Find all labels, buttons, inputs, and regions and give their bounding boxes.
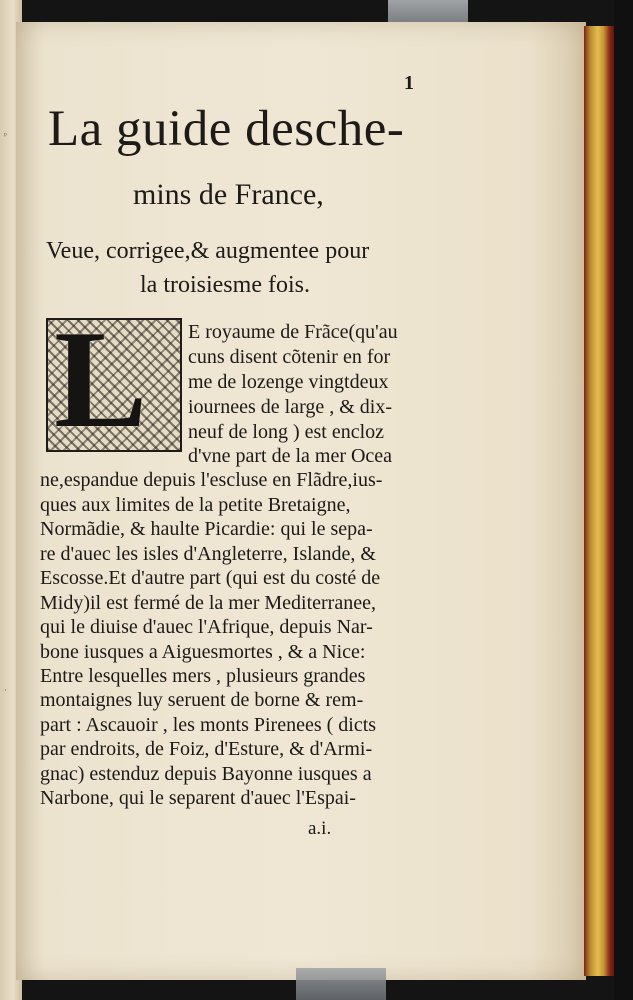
decorated-initial [46,302,182,457]
body-line: Escosse.Et d'autre part (qui est du costé de [40,567,381,589]
body-line: re d'auec les isles d'Angleterre, Islande, & [40,543,376,565]
page-clip-bottom [296,968,386,1000]
body-line: ques aux limites de la petite Bretaigne, [40,494,351,516]
subtitle-line-1: Veue, corrigee,& augmentee pour [46,238,370,264]
page-clip-top [388,0,468,22]
body-line: Narbone, qui le separent d'auec l'Espai- [40,787,356,809]
body-line: iournees de large , & dix- [188,396,393,418]
folio-number: 1 [404,72,414,94]
edge-mark: ᵖ [4,130,7,140]
body-line: Normãdie, & haulte Picardie: qui le sepa- [40,518,373,540]
body-line: Entre lesquelles mers , plusieurs grandes [40,665,366,687]
gilt-page-edges [584,26,614,976]
subtitle-line-2: la troisiesme fois. [140,272,310,298]
body-line: neuf de long ) est encloz [188,421,385,443]
title-line-2: mins de France, [133,178,324,211]
background-edge [614,0,633,1000]
title-line-1: La guide desche- [48,101,405,157]
body-line: cuns disent cõtenir en for [188,346,391,368]
body-line: qui le diuise d'auec l'Afrique, depuis Nar- [40,616,373,638]
body-line: Midy)il est fermé de la mer Mediterranee, [40,592,376,614]
body-line: montaignes luy seruent de borne & rem- [40,689,364,711]
body-line: d'vne part de la mer Ocea [188,445,393,467]
body-line: part : Ascauoir , les monts Pirenees ( dicts [40,714,377,736]
initial-letter: L [54,302,148,457]
body-line: gnac) estenduz depuis Bayonne iusques a [40,763,372,785]
body-line: bone iusques a Aiguesmortes , & a Nice: [40,641,366,663]
body-line: E royaume de Frãce(qu'au [188,321,398,343]
body-line: par endroits, de Foiz, d'Esture, & d'Armi- [40,738,373,760]
edge-mark: · [4,685,7,695]
body-line: ne,espandue depuis l'escluse en Flãdre,ius- [40,469,383,491]
signature-mark: a.i. [308,818,332,839]
body-line: me de lozenge vingtdeux [188,371,389,393]
